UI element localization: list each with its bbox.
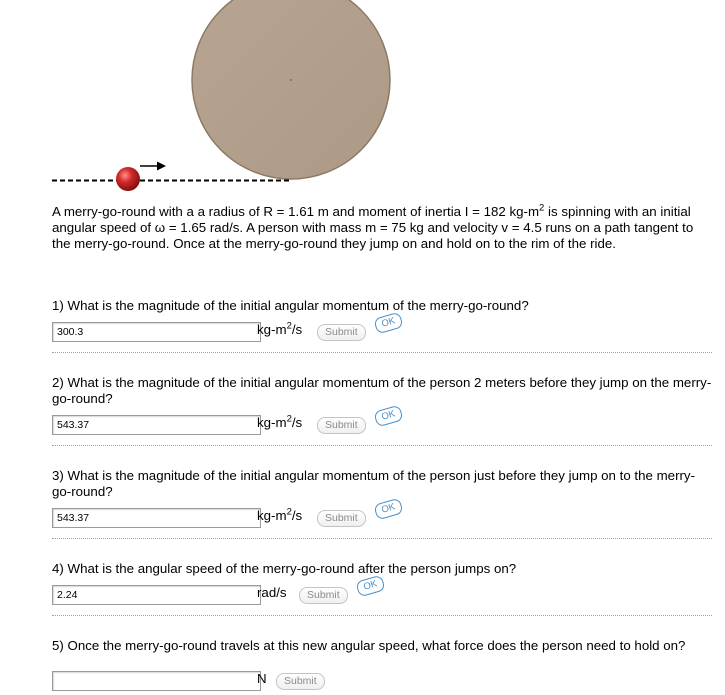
unit-1-base: kg-m bbox=[257, 322, 287, 337]
ok-badge-3: OK bbox=[373, 498, 403, 521]
question-2 bbox=[52, 375, 712, 407]
disk-center-dot bbox=[290, 79, 292, 81]
unit-1-rest: /s bbox=[291, 322, 303, 337]
merry-go-round-disk bbox=[192, 0, 390, 179]
submit-button-3[interactable]: Submit bbox=[317, 510, 366, 527]
unit-1 bbox=[257, 321, 302, 339]
submit-button-1[interactable]: Submit bbox=[317, 324, 366, 341]
answer-input-3[interactable]: 543.37 bbox=[52, 508, 261, 528]
unit-3-sup: 2 bbox=[286, 506, 292, 518]
submit-button-4[interactable]: Submit bbox=[299, 587, 348, 604]
question-3 bbox=[52, 468, 712, 500]
problem-text-rest: is spinning with an initial angular speed of ω = 1.65 rad/s. A person with mass m = 75 kg and velocity v = 4.5 runs on a path tangent to the merry-go-round. Once at the merry-go-round they jump on and hold on to the rim of the ride. bbox=[52, 204, 694, 251]
question-3-text: 3) What is the magnitude of the initial angular momentum of the person just before they jump on to the merry-go-round? bbox=[52, 468, 696, 499]
question-5 bbox=[52, 638, 712, 654]
unit-4: rad/s bbox=[257, 585, 287, 600]
ok-badge-4: OK bbox=[355, 575, 385, 598]
problem-text: A merry-go-round with a a radius of R = 1.61 m and moment of inertia I = 182 kg-m bbox=[52, 204, 540, 219]
unit-3-base: kg-m bbox=[257, 508, 287, 523]
answer-input-2[interactable]: 543.37 bbox=[52, 415, 261, 435]
unit-5: N bbox=[257, 671, 267, 686]
unit-2 bbox=[257, 414, 302, 432]
ok-badge-1: OK bbox=[373, 312, 403, 335]
unit-3-rest: /s bbox=[291, 508, 303, 523]
merry-go-round-figure bbox=[0, 0, 725, 200]
submit-button-2[interactable]: Submit bbox=[317, 417, 366, 434]
unit-2-rest: /s bbox=[291, 415, 303, 430]
ok-badge-2: OK bbox=[373, 405, 403, 428]
problem-sup: 2 bbox=[539, 202, 545, 214]
answer-input-4[interactable]: 2.24 bbox=[52, 585, 261, 605]
person-ball bbox=[116, 167, 140, 191]
question-1-text: 1) What is the magnitude of the initial angular momentum of the merry-go-round? bbox=[52, 298, 529, 313]
submit-button-5[interactable]: Submit bbox=[276, 673, 325, 690]
unit-3 bbox=[257, 507, 302, 525]
question-4 bbox=[52, 561, 712, 577]
answer-input-5[interactable] bbox=[52, 671, 261, 691]
question-4-text: 4) What is the angular speed of the merry-go-round after the person jumps on? bbox=[52, 561, 517, 576]
answer-input-1[interactable]: 300.3 bbox=[52, 322, 261, 342]
question-1 bbox=[52, 298, 712, 314]
unit-2-sup: 2 bbox=[286, 413, 292, 425]
problem-statement bbox=[52, 204, 712, 252]
divider-4 bbox=[52, 615, 712, 616]
question-5-text: 5) Once the merry-go-round travels at this new angular speed, what force does the person need to hold on? bbox=[52, 638, 686, 653]
velocity-arrow-icon bbox=[140, 162, 166, 171]
divider-3 bbox=[52, 538, 712, 539]
question-2-text: 2) What is the magnitude of the initial angular momentum of the person 2 meters before they jump on the merry-go-round? bbox=[52, 375, 712, 406]
unit-1-sup: 2 bbox=[286, 320, 292, 332]
unit-2-base: kg-m bbox=[257, 415, 287, 430]
divider-1 bbox=[52, 352, 712, 353]
divider-2 bbox=[52, 445, 712, 446]
